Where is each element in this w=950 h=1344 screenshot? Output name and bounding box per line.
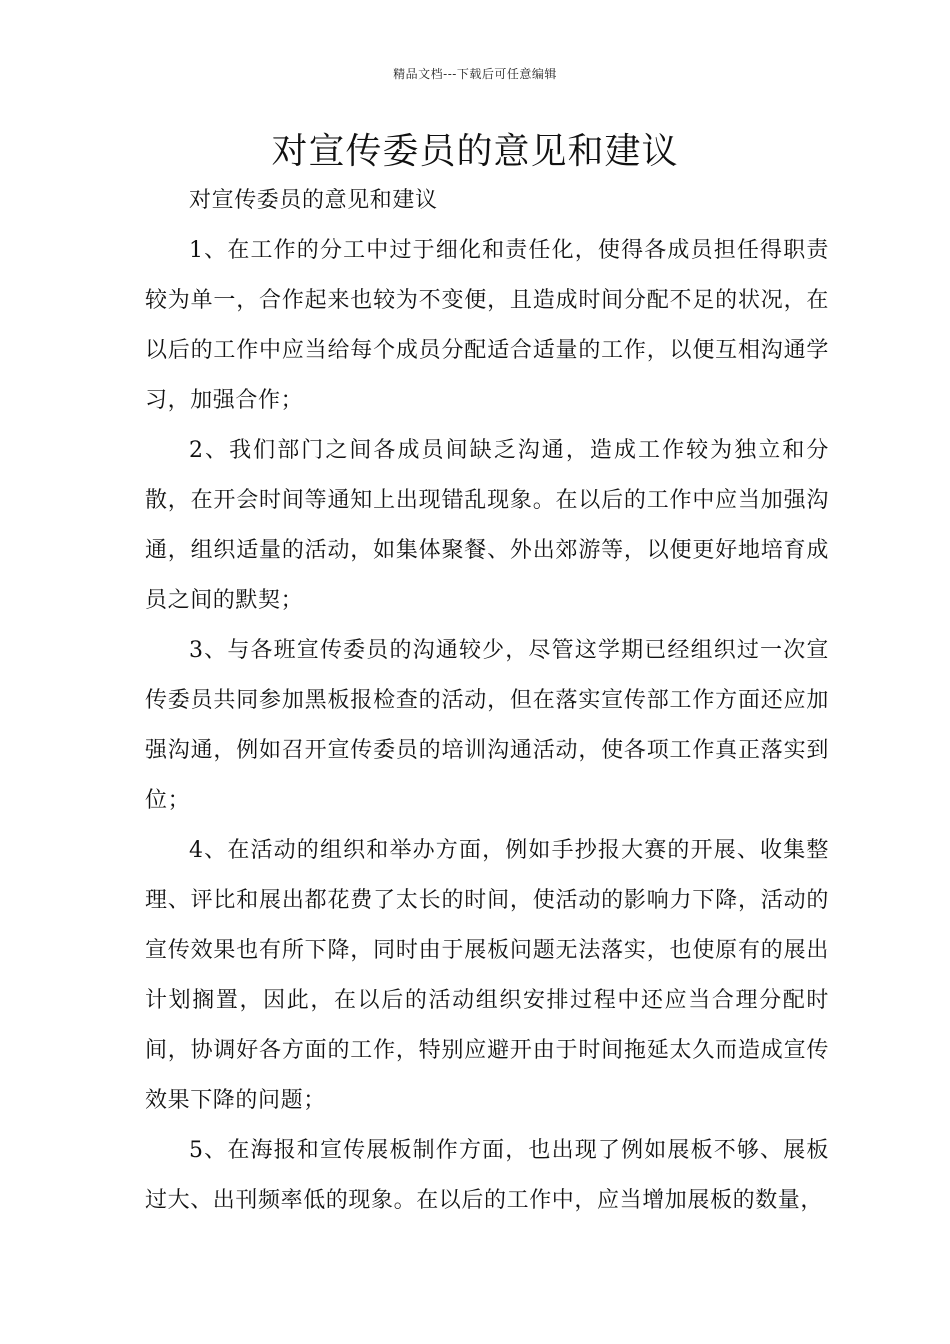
document-subtitle: 对宣传委员的意见和建议 (189, 188, 438, 213)
paragraph-3: 3、与各班宣传委员的沟通较少，尽管这学期已经组织过一次宣传委员共同参加黑板报检查的活动，但在落实宣传部工作方面还应加强沟通，例如召开宣传委员的培训沟通活动，使各项工作真正落实到位； (145, 638, 829, 813)
paragraph-4: 4、在活动的组织和举办方面，例如手抄报大赛的开展、收集整理、评比和展出都花费了太长的时间，使活动的影响力下降，活动的宣传效果也有所下降，同时由于展板问题无法落实，也使原有的展出计划搁置，因此，在以后的活动组织安排过程中还应当合理分配时间，协调好各方面的工作，特别应避开由于时间拖延太久而造成宣传效果下降的问题； (145, 838, 829, 1113)
paragraph-1: 1、在工作的分工中过于细化和责任化，使得各成员担任得职责较为单一，合作起来也较为不变便，且造成时间分配不足的状况，在以后的工作中应当给每个成员分配适合适量的工作，以便互相沟通学习，加强合作； (145, 238, 829, 413)
document-title: 对宣传委员的意见和建议 (271, 131, 679, 172)
page-header: 精品文档---下载后可任意编辑 (393, 67, 557, 81)
document-body (145, 176, 829, 1226)
paragraph-5: 5、在海报和宣传展板制作方面，也出现了例如展板不够、展板过大、出刊频率低的现象。在以后的工作中，应当增加展板的数量， (145, 1138, 829, 1213)
paragraph-2: 2、我们部门之间各成员间缺乏沟通，造成工作较为独立和分散，在开会时间等通知上出现错乱现象。在以后的工作中应当加强沟通，组织适量的活动，如集体聚餐、外出郊游等，以便更好地培育成员之间的默契； (145, 438, 829, 613)
